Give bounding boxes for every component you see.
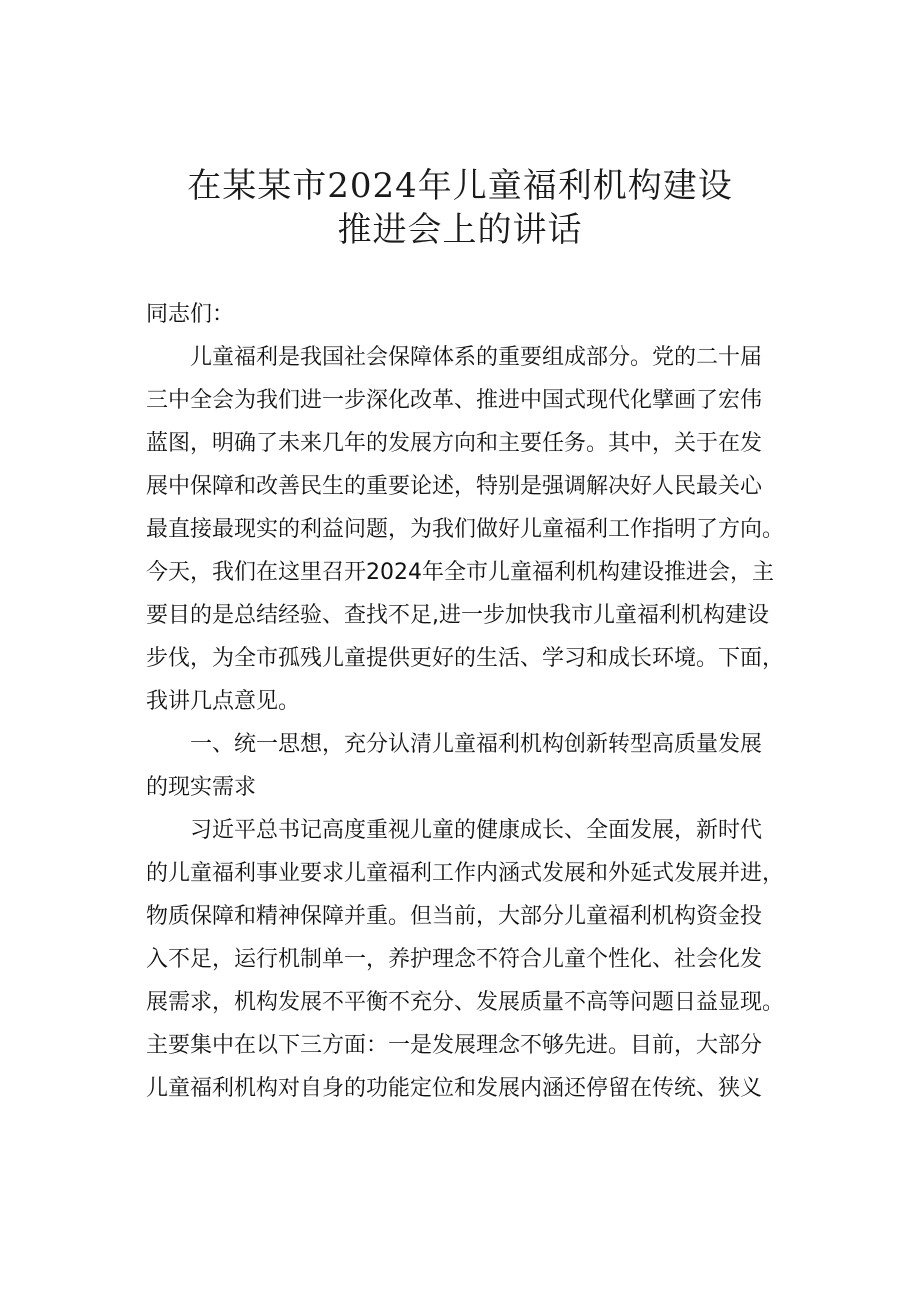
body-line: 入不足，运行机制单一，养护理念不符合儿童个性化、社会化发	[146, 947, 763, 972]
body-line: 的儿童福利事业要求儿童福利工作内涵式发展和外延式发展并进，	[146, 861, 785, 886]
body-line: 三中全会为我们进一步深化改革、推进中国式现代化擘画了宏伟	[146, 388, 763, 413]
document-title-line-1: 在某某市2024年儿童福利机构建设	[187, 166, 733, 206]
document-title-line-2: 推进会上的讲话	[337, 210, 583, 250]
body-line: 最直接最现实的利益问题，为我们做好儿童福利工作指明了方向。	[146, 517, 785, 542]
body-line: 要目的是总结经验、查找不足,进一步加快我市儿童福利机构建设	[146, 603, 769, 628]
body-line: 蓝图，明确了未来几年的发展方向和主要任务。其中，关于在发	[146, 431, 763, 456]
body-line: 儿童福利机构对自身的功能定位和发展内涵还停留在传统、狭义	[146, 1076, 763, 1101]
body-line: 展需求，机构发展不平衡不充分、发展质量不高等问题日益显现。	[146, 990, 785, 1015]
salutation: 同志们：	[146, 302, 235, 327]
body-line: 儿童福利是我国社会保障体系的重要组成部分。党的二十届	[146, 345, 763, 370]
body-line: 主要集中在以下三方面：一是发展理念不够先进。目前，大部分	[146, 1033, 763, 1058]
section-heading: 的现实需求	[146, 775, 257, 800]
body-line: 我讲几点意见。	[146, 689, 301, 714]
body-line: 物质保障和精神保障并重。但当前，大部分儿童福利机构资金投	[146, 904, 763, 929]
body-line: 习近平总书记高度重视儿童的健康成长、全面发展，新时代	[146, 818, 763, 843]
section-heading: 一、统一思想，充分认清儿童福利机构创新转型高质量发展	[146, 732, 763, 757]
body-line: 展中保障和改善民生的重要论述，特别是强调解决好人民最关心	[146, 474, 763, 499]
body-line: 步伐，为全市孤残儿童提供更好的生活、学习和成长环境。下面，	[146, 646, 785, 671]
body-line: 今天，我们在这里召开2024年全市儿童福利机构建设推进会，主	[146, 560, 774, 585]
